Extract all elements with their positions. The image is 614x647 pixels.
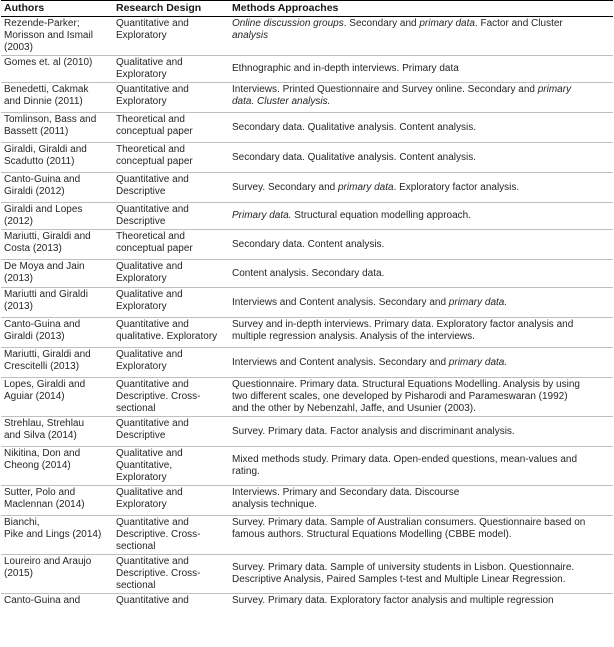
research-design-cell bbox=[113, 288, 229, 318]
methods-approaches-cell bbox=[229, 113, 613, 143]
methods-approaches-cell bbox=[229, 288, 613, 318]
authors-line: Benedetti, Cakmak bbox=[4, 84, 89, 95]
table-body bbox=[1, 17, 613, 610]
methods-line bbox=[232, 63, 610, 75]
authors-cell bbox=[1, 260, 113, 288]
authors-cell bbox=[1, 143, 113, 173]
methods-italic-text: analysis bbox=[232, 30, 269, 41]
methods-approaches-cell bbox=[229, 260, 613, 288]
methods-text: two different scales, one developed by Pisharodi and Parameswaran (1992) bbox=[232, 391, 568, 402]
authors-line: Loureiro and Araujo bbox=[4, 556, 92, 567]
literature-review-table bbox=[1, 0, 613, 610]
table-row bbox=[1, 417, 613, 447]
methods-approaches-cell bbox=[229, 318, 613, 348]
methods-text: Interviews and Content analysis. Secondary and bbox=[232, 296, 449, 308]
research-design-cell bbox=[113, 348, 229, 378]
table-row bbox=[1, 447, 613, 486]
authors-cell bbox=[1, 516, 113, 555]
methods-text: Survey. Secondary and bbox=[232, 181, 338, 193]
authors-cell bbox=[1, 230, 113, 260]
research-design-cell bbox=[113, 56, 229, 83]
methods-text: . Factor and Cluster bbox=[474, 18, 563, 29]
authors-line: Mariutti, Giraldi and bbox=[4, 231, 91, 242]
methods-line bbox=[232, 454, 610, 466]
authors-cell bbox=[1, 17, 113, 56]
methods-italic-text: primary data. bbox=[448, 296, 508, 308]
authors-line: (2013) bbox=[4, 301, 33, 312]
methods-line bbox=[232, 403, 610, 415]
table-row bbox=[1, 594, 613, 610]
authors-line: Crescitelli (2013) bbox=[4, 361, 80, 372]
authors-cell bbox=[1, 447, 113, 486]
methods-text: Interviews. Primary and Secondary data. Discourse bbox=[232, 487, 460, 498]
research-design-line: conceptual paper bbox=[116, 243, 193, 254]
methods-line bbox=[232, 96, 610, 108]
authors-cell bbox=[1, 348, 113, 378]
table-row bbox=[1, 113, 613, 143]
methods-line bbox=[232, 18, 610, 30]
methods-italic-text: Primary data. bbox=[232, 210, 292, 221]
methods-line bbox=[232, 268, 610, 280]
research-design-line: Quantitative and bbox=[116, 84, 189, 95]
research-design-cell bbox=[113, 486, 229, 516]
methods-text: Survey. Primary data. Exploratory factor analysis and multiple regression bbox=[232, 595, 554, 606]
table-row bbox=[1, 56, 613, 83]
authors-line: and Silva (2014) bbox=[4, 430, 77, 441]
header-authors: Authors bbox=[1, 1, 113, 17]
research-design-line: Theoretical and bbox=[116, 231, 185, 242]
methods-approaches-cell bbox=[229, 417, 613, 447]
methods-line bbox=[232, 84, 610, 96]
research-design-line: Descriptive bbox=[116, 186, 166, 197]
research-design-line: Exploratory bbox=[116, 499, 167, 510]
authors-cell bbox=[1, 378, 113, 417]
methods-line bbox=[232, 517, 610, 529]
authors-line: Lopes, Giraldi and bbox=[4, 379, 86, 390]
authors-line: Costa (2013) bbox=[4, 243, 62, 254]
methods-approaches-cell bbox=[229, 83, 613, 113]
research-design-cell bbox=[113, 378, 229, 417]
authors-cell bbox=[1, 56, 113, 83]
methods-text: Secondary data. Content analysis. bbox=[232, 238, 385, 250]
methods-text: Mixed methods study. Primary data. Open-ended questions, mean-values and bbox=[232, 454, 577, 465]
research-design-cell bbox=[113, 17, 229, 56]
methods-line bbox=[232, 182, 610, 194]
methods-text: famous authors. Structural Equations Modelling (CBBE model). bbox=[232, 529, 512, 540]
table-header bbox=[1, 1, 613, 17]
table-row bbox=[1, 486, 613, 516]
research-design-line: Exploratory bbox=[116, 30, 167, 41]
methods-line bbox=[232, 426, 610, 438]
table-row bbox=[1, 288, 613, 318]
research-design-cell bbox=[113, 516, 229, 555]
table-row bbox=[1, 83, 613, 113]
authors-line: Strehlau, Strehlau bbox=[4, 418, 85, 429]
authors-line: Cheong (2014) bbox=[4, 460, 71, 471]
research-design-cell bbox=[113, 230, 229, 260]
methods-approaches-cell bbox=[229, 17, 613, 56]
authors-cell bbox=[1, 203, 113, 230]
authors-line: Morisson and Ismail bbox=[4, 30, 93, 41]
methods-text: Structural equation modelling approach. bbox=[291, 210, 472, 221]
research-design-cell bbox=[113, 318, 229, 348]
research-design-line: Quantitative and bbox=[116, 595, 189, 606]
methods-approaches-cell bbox=[229, 486, 613, 516]
authors-line: (2003) bbox=[4, 42, 33, 53]
methods-line bbox=[232, 391, 610, 403]
research-design-line: Descriptive. Cross- bbox=[116, 391, 201, 402]
methods-line bbox=[232, 297, 610, 309]
methods-text: Questionnaire. Primary data. Structural Equations Modelling. Analysis by using bbox=[232, 379, 580, 390]
methods-line bbox=[232, 122, 610, 134]
methods-text: Ethnographic and in-depth interviews. Primary data bbox=[232, 63, 459, 74]
authors-line: (2012) bbox=[4, 216, 33, 227]
research-design-line: Descriptive bbox=[116, 430, 166, 441]
research-design-cell bbox=[113, 417, 229, 447]
methods-text: Secondary data. Qualitative analysis. Content analysis. bbox=[232, 121, 477, 133]
methods-line bbox=[232, 595, 610, 607]
authors-line: Mariutti, Giraldi and bbox=[4, 349, 91, 360]
research-design-line: Exploratory bbox=[116, 361, 167, 372]
table-row bbox=[1, 203, 613, 230]
methods-italic-text: primary data bbox=[419, 18, 475, 29]
research-design-line: Exploratory bbox=[116, 96, 167, 107]
authors-cell bbox=[1, 486, 113, 516]
authors-line: Maclennan (2014) bbox=[4, 499, 85, 510]
table-row bbox=[1, 516, 613, 555]
table-row bbox=[1, 17, 613, 56]
authors-line: De Moya and Jain bbox=[4, 261, 85, 272]
methods-line bbox=[232, 529, 610, 541]
methods-text: analysis technique. bbox=[232, 499, 318, 510]
methods-approaches-cell bbox=[229, 203, 613, 230]
methods-line bbox=[232, 30, 610, 42]
methods-italic-text: primary data bbox=[338, 181, 394, 193]
authors-line: Bianchi, bbox=[4, 517, 40, 528]
authors-line: Sutter, Polo and bbox=[4, 487, 76, 498]
research-design-line: Exploratory bbox=[116, 472, 167, 483]
methods-approaches-cell bbox=[229, 555, 613, 594]
authors-cell bbox=[1, 555, 113, 594]
research-design-line: Theoretical and bbox=[116, 144, 185, 155]
authors-cell bbox=[1, 594, 113, 610]
authors-line: Giraldi, Giraldi and bbox=[4, 144, 87, 155]
research-design-line: sectional bbox=[116, 541, 156, 552]
research-design-line: sectional bbox=[116, 403, 156, 414]
research-design-line: Quantitative, bbox=[116, 460, 173, 471]
research-design-cell bbox=[113, 555, 229, 594]
research-design-line: Quantitative and bbox=[116, 517, 189, 528]
methods-text: Survey. Primary data. Sample of university students in Lisbon. Questionnaire. bbox=[232, 562, 575, 573]
authors-line: (2015) bbox=[4, 568, 33, 579]
header-row bbox=[1, 1, 613, 17]
research-design-line: sectional bbox=[116, 580, 156, 591]
research-design-line: Descriptive. Cross- bbox=[116, 568, 201, 579]
methods-line bbox=[232, 210, 610, 222]
methods-approaches-cell bbox=[229, 173, 613, 203]
research-design-line: Descriptive. Cross- bbox=[116, 529, 201, 540]
authors-line: Aguiar (2014) bbox=[4, 391, 65, 402]
research-design-line: qualitative. Exploratory bbox=[116, 331, 218, 342]
research-design-line: Exploratory bbox=[116, 69, 167, 80]
table-row bbox=[1, 318, 613, 348]
research-design-line: Quantitative and bbox=[116, 319, 189, 330]
authors-line: Gomes et. al (2010) bbox=[4, 57, 93, 68]
methods-approaches-cell bbox=[229, 516, 613, 555]
methods-approaches-cell bbox=[229, 378, 613, 417]
methods-approaches-cell bbox=[229, 56, 613, 83]
methods-line bbox=[232, 574, 610, 586]
research-design-line: Theoretical and bbox=[116, 114, 185, 125]
table-row bbox=[1, 260, 613, 288]
research-design-line: Descriptive bbox=[116, 216, 166, 227]
methods-text: Secondary data. Qualitative analysis. Content analysis. bbox=[232, 151, 477, 163]
research-design-line: Quantitative and bbox=[116, 18, 189, 29]
methods-line bbox=[232, 499, 610, 511]
methods-text: Descriptive Analysis, Paired Samples t-test and Multiple Linear Regression. bbox=[232, 574, 566, 585]
methods-line bbox=[232, 466, 610, 478]
research-design-line: Qualitative and bbox=[116, 448, 183, 459]
table-row bbox=[1, 378, 613, 417]
methods-text: rating. bbox=[232, 466, 260, 477]
research-design-line: Quantitative and bbox=[116, 174, 189, 185]
authors-line: Tomlinson, Bass and bbox=[4, 114, 97, 125]
research-design-line: Exploratory bbox=[116, 273, 167, 284]
methods-line bbox=[232, 562, 610, 574]
research-design-cell bbox=[113, 260, 229, 288]
table-row bbox=[1, 230, 613, 260]
authors-cell bbox=[1, 83, 113, 113]
methods-text: multiple regression analysis. Analysis of the interviews. bbox=[232, 331, 475, 342]
research-design-line: Qualitative and bbox=[116, 289, 183, 300]
research-design-line: conceptual paper bbox=[116, 126, 193, 137]
methods-line bbox=[232, 357, 610, 369]
methods-text: Content analysis. Secondary data. bbox=[232, 267, 385, 279]
methods-approaches-cell bbox=[229, 594, 613, 610]
research-design-line: Quantitative and bbox=[116, 418, 189, 429]
methods-line bbox=[232, 152, 610, 164]
table-row bbox=[1, 143, 613, 173]
authors-cell bbox=[1, 173, 113, 203]
authors-line: Giraldi (2012) bbox=[4, 186, 65, 197]
table-row bbox=[1, 348, 613, 378]
authors-line: Scadutto (2011) bbox=[4, 156, 75, 167]
methods-italic-text: primary bbox=[537, 84, 572, 95]
methods-approaches-cell bbox=[229, 143, 613, 173]
table-row bbox=[1, 173, 613, 203]
authors-line: Mariutti and Giraldi bbox=[4, 289, 88, 300]
research-design-line: conceptual paper bbox=[116, 156, 193, 167]
authors-line: Canto-Guina and bbox=[4, 595, 81, 606]
authors-line: Nikitina, Don and bbox=[4, 448, 81, 459]
methods-text: Survey and in-depth interviews. Primary data. Exploratory factor analysis and bbox=[232, 319, 574, 330]
research-design-line: Qualitative and bbox=[116, 261, 183, 272]
methods-text: Survey. Primary data. Sample of Australian consumers. Questionnaire based on bbox=[232, 517, 586, 528]
methods-line bbox=[232, 379, 610, 391]
authors-line: Pike and Lings (2014) bbox=[4, 529, 102, 540]
research-design-line: Exploratory bbox=[116, 301, 167, 312]
methods-line bbox=[232, 331, 610, 343]
research-design-cell bbox=[113, 173, 229, 203]
authors-cell bbox=[1, 417, 113, 447]
methods-italic-text: Online discussion groups bbox=[232, 18, 344, 29]
methods-line bbox=[232, 239, 610, 251]
research-design-cell bbox=[113, 113, 229, 143]
header-methods-approaches: Methods Approaches bbox=[229, 1, 613, 17]
authors-line: Canto-Guina and bbox=[4, 319, 81, 330]
methods-line bbox=[232, 319, 610, 331]
authors-line: Giraldi (2013) bbox=[4, 331, 65, 342]
authors-line: and Dinnie (2011) bbox=[4, 96, 83, 107]
research-design-cell bbox=[113, 203, 229, 230]
research-design-line: Qualitative and bbox=[116, 57, 183, 68]
research-design-cell bbox=[113, 447, 229, 486]
methods-text: Survey. Primary data. Factor analysis and discriminant analysis. bbox=[232, 425, 515, 437]
methods-text: and the other by Nebenzahl, Jaffe, and Usunier (2003). bbox=[232, 403, 476, 414]
research-design-cell bbox=[113, 83, 229, 113]
methods-text: Interviews. Printed Questionnaire and Survey online. Secondary and bbox=[232, 84, 538, 95]
methods-approaches-cell bbox=[229, 348, 613, 378]
table-row bbox=[1, 555, 613, 594]
methods-text: . Exploratory factor analysis. bbox=[393, 181, 520, 193]
methods-approaches-cell bbox=[229, 447, 613, 486]
research-design-cell bbox=[113, 594, 229, 610]
methods-line bbox=[232, 487, 610, 499]
methods-text: . Secondary and bbox=[343, 18, 420, 29]
methods-italic-text: data. Cluster analysis. bbox=[232, 96, 331, 107]
header-research-design: Research Design bbox=[113, 1, 229, 17]
research-design-line: Quantitative and bbox=[116, 204, 189, 215]
research-design-line: Qualitative and bbox=[116, 487, 183, 498]
authors-line: Bassett (2011) bbox=[4, 126, 69, 137]
authors-line: Rezende-Parker; bbox=[4, 18, 80, 29]
authors-cell bbox=[1, 288, 113, 318]
research-design-line: Quantitative and bbox=[116, 379, 189, 390]
research-design-line: Quantitative and bbox=[116, 556, 189, 567]
authors-cell bbox=[1, 113, 113, 143]
authors-line: (2013) bbox=[4, 273, 33, 284]
authors-line: Giraldi and Lopes bbox=[4, 204, 83, 215]
methods-approaches-cell bbox=[229, 230, 613, 260]
methods-italic-text: primary data. bbox=[448, 356, 508, 368]
methods-text: Interviews and Content analysis. Secondary and bbox=[232, 356, 449, 368]
authors-line: Canto-Guina and bbox=[4, 174, 81, 185]
authors-cell bbox=[1, 318, 113, 348]
research-design-line: Qualitative and bbox=[116, 349, 183, 360]
research-design-cell bbox=[113, 143, 229, 173]
